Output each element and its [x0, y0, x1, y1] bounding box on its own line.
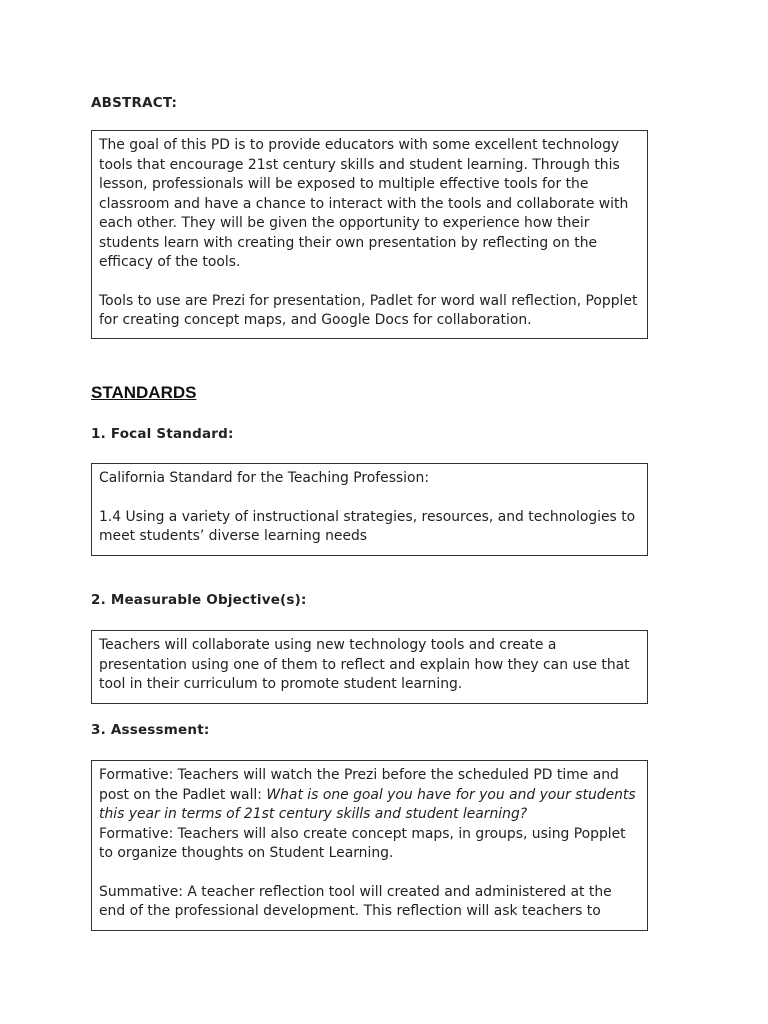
abstract-box — [91, 130, 648, 339]
abstract-paragraph-1: The goal of this PD is to provide educators with some excellent technology tools that encourage 21st century skills and student learning. Through this lesson, professionals will be exposed to multiple effective tools for the classroom and have a chance to interact with the tools and collaborate with each other. They will be given the opportunity to experience how their students learn with creating their own presentation by reflecting on the efficacy of the tools. — [99, 137, 629, 270]
assessment-heading: 3. Assessment: — [91, 722, 210, 738]
focal-standard-line-2: 1.4 Using a variety of instructional strategies, resources, and technologies to meet students’ diverse learning needs — [99, 508, 636, 544]
objectives-heading: 2. Measurable Objective(s): — [91, 592, 307, 608]
abstract-paragraph-2: Tools to use are Prezi for presentation, Padlet for word wall reflection, Popplet for creating concept maps, and Google Docs for collaboration. — [99, 292, 638, 328]
assessment-formative-2: Formative: Teachers will also create concept maps, in groups, using Popplet to organize thoughts on Student Learning. — [99, 825, 626, 861]
focal-standard-line-1: California Standard for the Teaching Profession: — [99, 470, 430, 486]
standards-title: STANDARDS — [91, 383, 197, 402]
assessment-summative: Summative: A teacher reflection tool will created and administered at the end of the professional development. This reflection will ask teachers to — [99, 883, 612, 919]
formative-1-question: What is one goal you have for you and your students this year in terms of 21st century skills and student learning? — [99, 786, 636, 822]
focal-standard-box — [91, 463, 648, 556]
focal-standard-heading: 1. Focal Standard: — [91, 426, 234, 442]
abstract-heading: ABSTRACT: — [91, 95, 178, 111]
objectives-text: Teachers will collaborate using new technology tools and create a presentation using one of them to reflect and explain how they can use that tool in their curriculum to promote student learning. — [99, 637, 630, 692]
objectives-box — [91, 630, 648, 704]
assessment-formative-1 — [99, 766, 641, 825]
formative-1-lead: Formative: Teachers will watch the Prezi before the scheduled PD time and post on the Padlet wall: — [99, 767, 619, 803]
assessment-box — [91, 760, 648, 931]
